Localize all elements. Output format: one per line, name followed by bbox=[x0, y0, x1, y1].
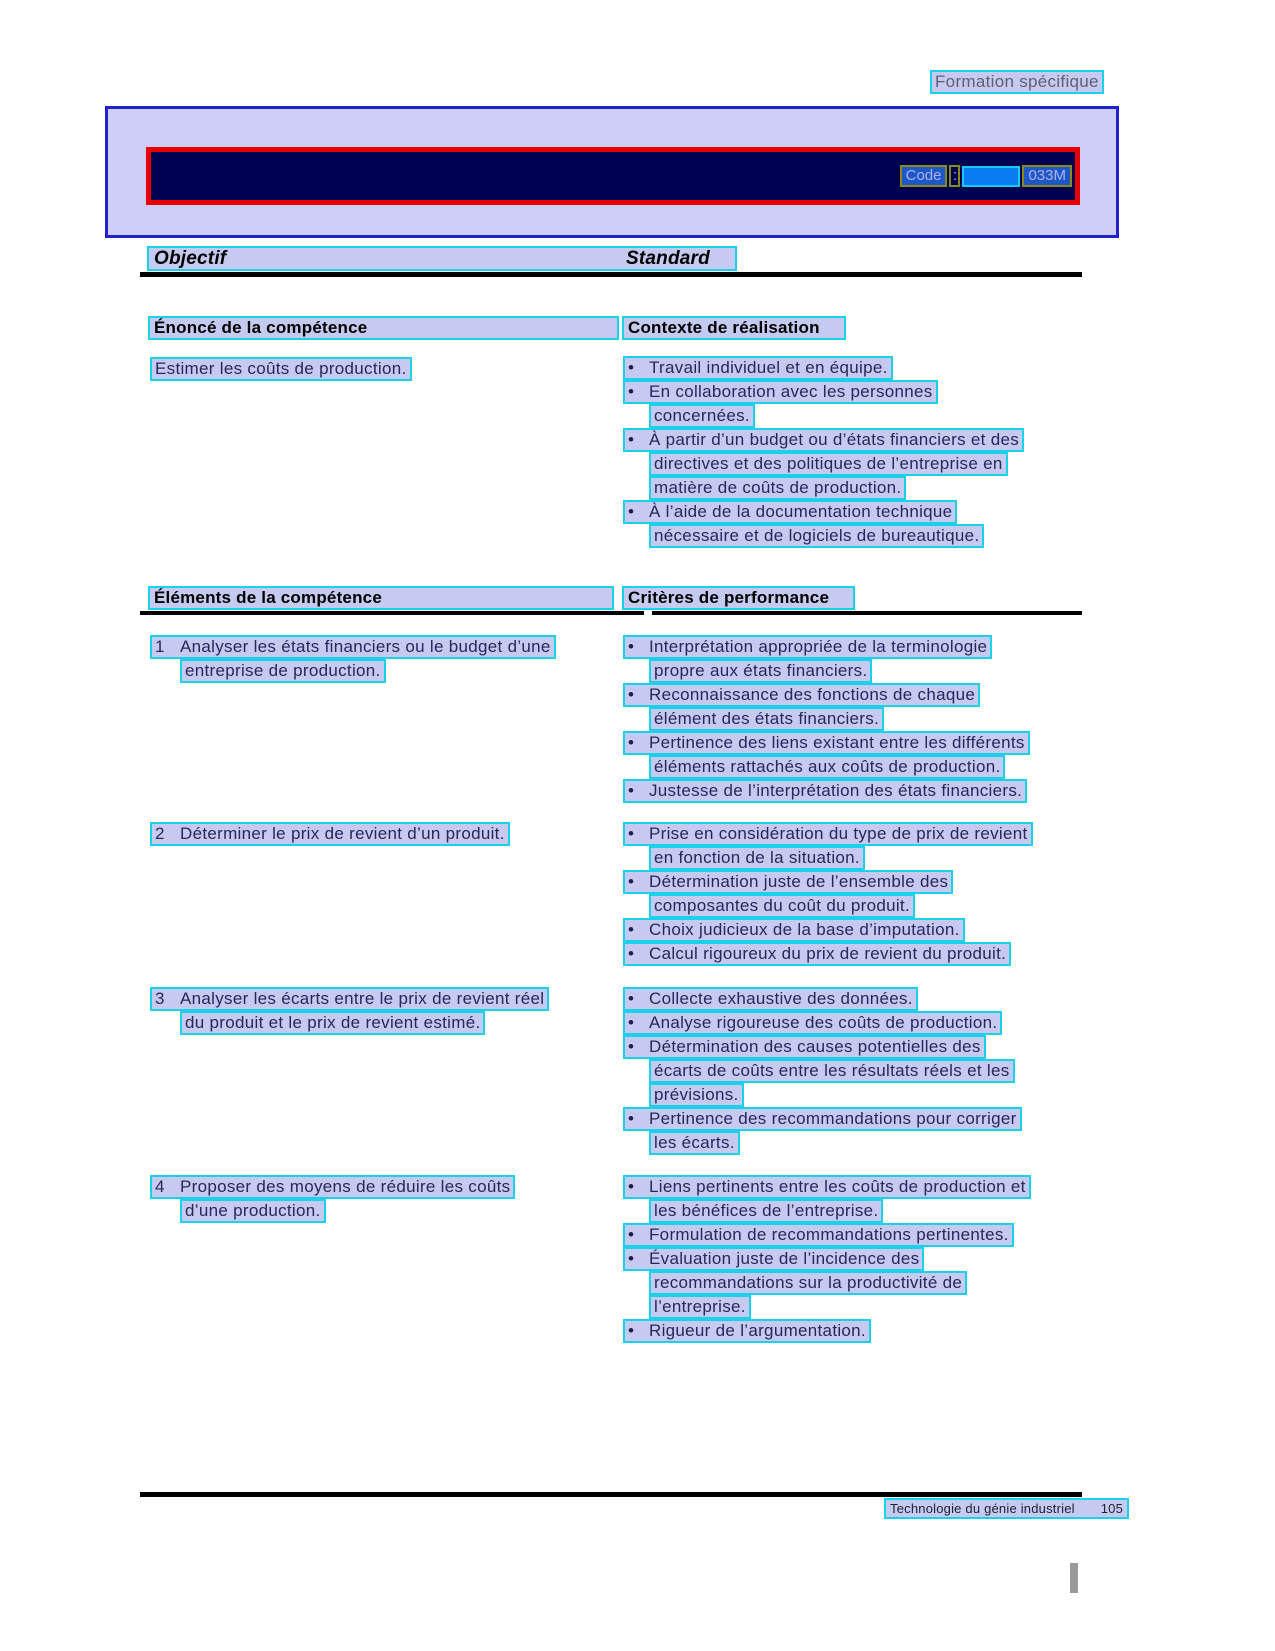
bullet-icon: • bbox=[628, 920, 635, 939]
bullet-icon: • bbox=[628, 989, 635, 1008]
bullet-item bbox=[623, 356, 1103, 380]
criteria-bullet-list bbox=[623, 1175, 1085, 1343]
bullet-text: matière de coûts de production. bbox=[649, 476, 906, 500]
element-row bbox=[150, 987, 1085, 1155]
page-section-label bbox=[930, 70, 1104, 94]
bullet-item bbox=[623, 1035, 1085, 1107]
title-banner-box bbox=[105, 106, 1119, 238]
element-number: 3 bbox=[155, 989, 165, 1008]
bullet-item bbox=[623, 731, 1085, 779]
bullet-item bbox=[623, 1247, 1085, 1319]
bullet-item bbox=[623, 1107, 1085, 1155]
objectif-title: Objectif bbox=[154, 248, 227, 269]
bullet-text: Interprétation appropriée de la terminologie bbox=[649, 637, 988, 656]
bullet-text: propre aux états financiers. bbox=[649, 659, 872, 683]
bullet-text: l’entreprise. bbox=[649, 1295, 751, 1319]
criteria-bullet-list bbox=[623, 635, 1085, 803]
bullet-text: Justesse de l’interprétation des états financiers. bbox=[649, 781, 1023, 800]
bullet-text: en fonction de la situation. bbox=[649, 846, 865, 870]
bullet-icon: • bbox=[628, 1225, 635, 1244]
bullet-text: Travail individuel et en équipe. bbox=[649, 358, 888, 377]
bullet-text: nécessaire et de logiciels de bureautique. bbox=[649, 524, 984, 548]
bullet-item bbox=[623, 870, 1085, 918]
bullet-text: écarts de coûts entre les résultats réels et les bbox=[649, 1059, 1015, 1083]
bullet-item bbox=[623, 779, 1085, 803]
bullet-item bbox=[623, 428, 1103, 500]
bullet-icon: • bbox=[628, 502, 635, 521]
bullet-text: élément des états financiers. bbox=[649, 707, 884, 731]
element-line: Analyser les états financiers ou le budget d’une bbox=[180, 637, 551, 656]
divider-rule bbox=[140, 272, 1082, 277]
bullet-icon: • bbox=[628, 382, 635, 401]
element-number: 1 bbox=[155, 637, 165, 656]
element-line: d’une production. bbox=[180, 1199, 326, 1223]
element-line: Analyser les écarts entre le prix de revient réel bbox=[180, 989, 545, 1008]
bullet-text: concernées. bbox=[649, 404, 755, 428]
standard-title: Standard bbox=[626, 248, 710, 269]
bullet-text: prévisions. bbox=[649, 1083, 744, 1107]
bullet-item bbox=[623, 1223, 1085, 1247]
bullet-item bbox=[623, 635, 1085, 683]
bullet-text: recommandations sur la productivité de bbox=[649, 1271, 967, 1295]
bullet-item bbox=[623, 987, 1085, 1011]
code-label: Code bbox=[900, 165, 948, 187]
bullet-text: composantes du coût du produit. bbox=[649, 894, 915, 918]
bullet-item bbox=[623, 918, 1085, 942]
element-text bbox=[150, 635, 623, 803]
element-text bbox=[150, 987, 623, 1155]
elements-table bbox=[150, 635, 1085, 1343]
cursor-mark bbox=[1070, 1563, 1078, 1593]
footer-page-number: 105 bbox=[1100, 1501, 1124, 1516]
bullet-icon: • bbox=[628, 685, 635, 704]
context-bullet-list bbox=[623, 356, 1103, 548]
element-row bbox=[150, 1175, 1085, 1343]
element-text bbox=[150, 822, 623, 966]
bullet-text: Rigueur de l’argumentation. bbox=[649, 1321, 866, 1340]
page-footer bbox=[884, 1498, 1129, 1519]
bullet-text: Reconnaissance des fonctions de chaque bbox=[649, 685, 976, 704]
bullet-icon: • bbox=[628, 1013, 635, 1032]
bullet-icon: • bbox=[628, 824, 635, 843]
bullet-icon: • bbox=[628, 733, 635, 752]
bullet-item bbox=[623, 822, 1085, 870]
element-line: Déterminer le prix de revient d’un produit. bbox=[180, 824, 505, 843]
element-line: Proposer des moyens de réduire les coûts bbox=[180, 1177, 511, 1196]
footer-program-name: Technologie du génie industriel bbox=[890, 1501, 1075, 1516]
bullet-item bbox=[623, 683, 1085, 731]
bullet-text: éléments rattachés aux coûts de production. bbox=[649, 755, 1005, 779]
performance-criteria-header: Critères de performance bbox=[622, 586, 855, 610]
competency-statement-text: Estimer les coûts de production. bbox=[150, 357, 412, 381]
code-colon: : bbox=[949, 165, 960, 187]
realisation-context-header: Contexte de réalisation bbox=[622, 316, 846, 340]
bullet-text: Évaluation juste de l’incidence des bbox=[649, 1249, 920, 1268]
element-line: entreprise de production. bbox=[180, 659, 386, 683]
criteria-bullet-list bbox=[623, 822, 1085, 966]
bullet-text: directives et des politiques de l’entreprise en bbox=[649, 452, 1008, 476]
bullet-icon: • bbox=[628, 1177, 635, 1196]
element-line: du produit et le prix de revient estimé. bbox=[180, 1011, 485, 1035]
code-highlight-box bbox=[962, 166, 1020, 187]
bullet-icon: • bbox=[628, 358, 635, 377]
bullet-text: Détermination juste de l’ensemble des bbox=[649, 872, 949, 891]
bullet-text: Collecte exhaustive des données. bbox=[649, 989, 913, 1008]
competency-statement bbox=[150, 357, 412, 381]
element-row bbox=[150, 635, 1085, 803]
criteria-bullet-list bbox=[623, 987, 1085, 1155]
bullet-icon: • bbox=[628, 1249, 635, 1268]
bullet-text: Détermination des causes potentielles des bbox=[649, 1037, 981, 1056]
bullet-text: Pertinence des liens existant entre les différents bbox=[649, 733, 1025, 752]
divider-rule bbox=[140, 611, 644, 615]
bullet-item bbox=[623, 1011, 1085, 1035]
page-section-label-text: Formation spécifique bbox=[930, 70, 1104, 94]
column-titles-bar bbox=[147, 246, 737, 271]
bullet-item bbox=[623, 1175, 1085, 1223]
element-number: 4 bbox=[155, 1177, 165, 1196]
bullet-item bbox=[623, 380, 1103, 428]
bullet-text: À partir d’un budget ou d’états financiers et des bbox=[649, 430, 1020, 449]
code-value: 033M bbox=[1022, 165, 1072, 187]
bullet-text: les bénéfices de l’entreprise. bbox=[649, 1199, 883, 1223]
bullet-icon: • bbox=[628, 1321, 635, 1340]
bullet-text: À l’aide de la documentation technique bbox=[649, 502, 953, 521]
bullet-text: Choix judicieux de la base d’imputation. bbox=[649, 920, 960, 939]
bullet-icon: • bbox=[628, 781, 635, 800]
bullet-icon: • bbox=[628, 1109, 635, 1128]
course-title-banner bbox=[146, 147, 1080, 205]
element-number: 2 bbox=[155, 824, 165, 843]
bullet-text: Liens pertinents entre les coûts de production et bbox=[649, 1177, 1026, 1196]
bullet-text: Analyse rigoureuse des coûts de production. bbox=[649, 1013, 998, 1032]
bullet-text: Calcul rigoureux du prix de revient du produit. bbox=[649, 944, 1007, 963]
bullet-icon: • bbox=[628, 944, 635, 963]
bullet-text: Prise en considération du type de prix de revient bbox=[649, 824, 1028, 843]
competency-elements-header: Éléments de la compétence bbox=[148, 586, 614, 610]
bullet-icon: • bbox=[628, 1037, 635, 1056]
bullet-text: les écarts. bbox=[649, 1131, 740, 1155]
bullet-icon: • bbox=[628, 430, 635, 449]
bullet-icon: • bbox=[628, 637, 635, 656]
bullet-text: En collaboration avec les personnes bbox=[649, 382, 933, 401]
bullet-item bbox=[623, 942, 1085, 966]
bullet-item bbox=[623, 1319, 1085, 1343]
bullet-text: Pertinence des recommandations pour corriger bbox=[649, 1109, 1017, 1128]
element-text bbox=[150, 1175, 623, 1343]
bullet-icon: • bbox=[628, 872, 635, 891]
divider-rule bbox=[140, 1492, 1082, 1497]
bullet-text: Formulation de recommandations pertinentes. bbox=[649, 1225, 1009, 1244]
competency-statement-header: Énoncé de la compétence bbox=[148, 316, 619, 340]
element-row bbox=[150, 822, 1085, 966]
bullet-item bbox=[623, 500, 1103, 548]
divider-rule bbox=[652, 611, 1082, 615]
